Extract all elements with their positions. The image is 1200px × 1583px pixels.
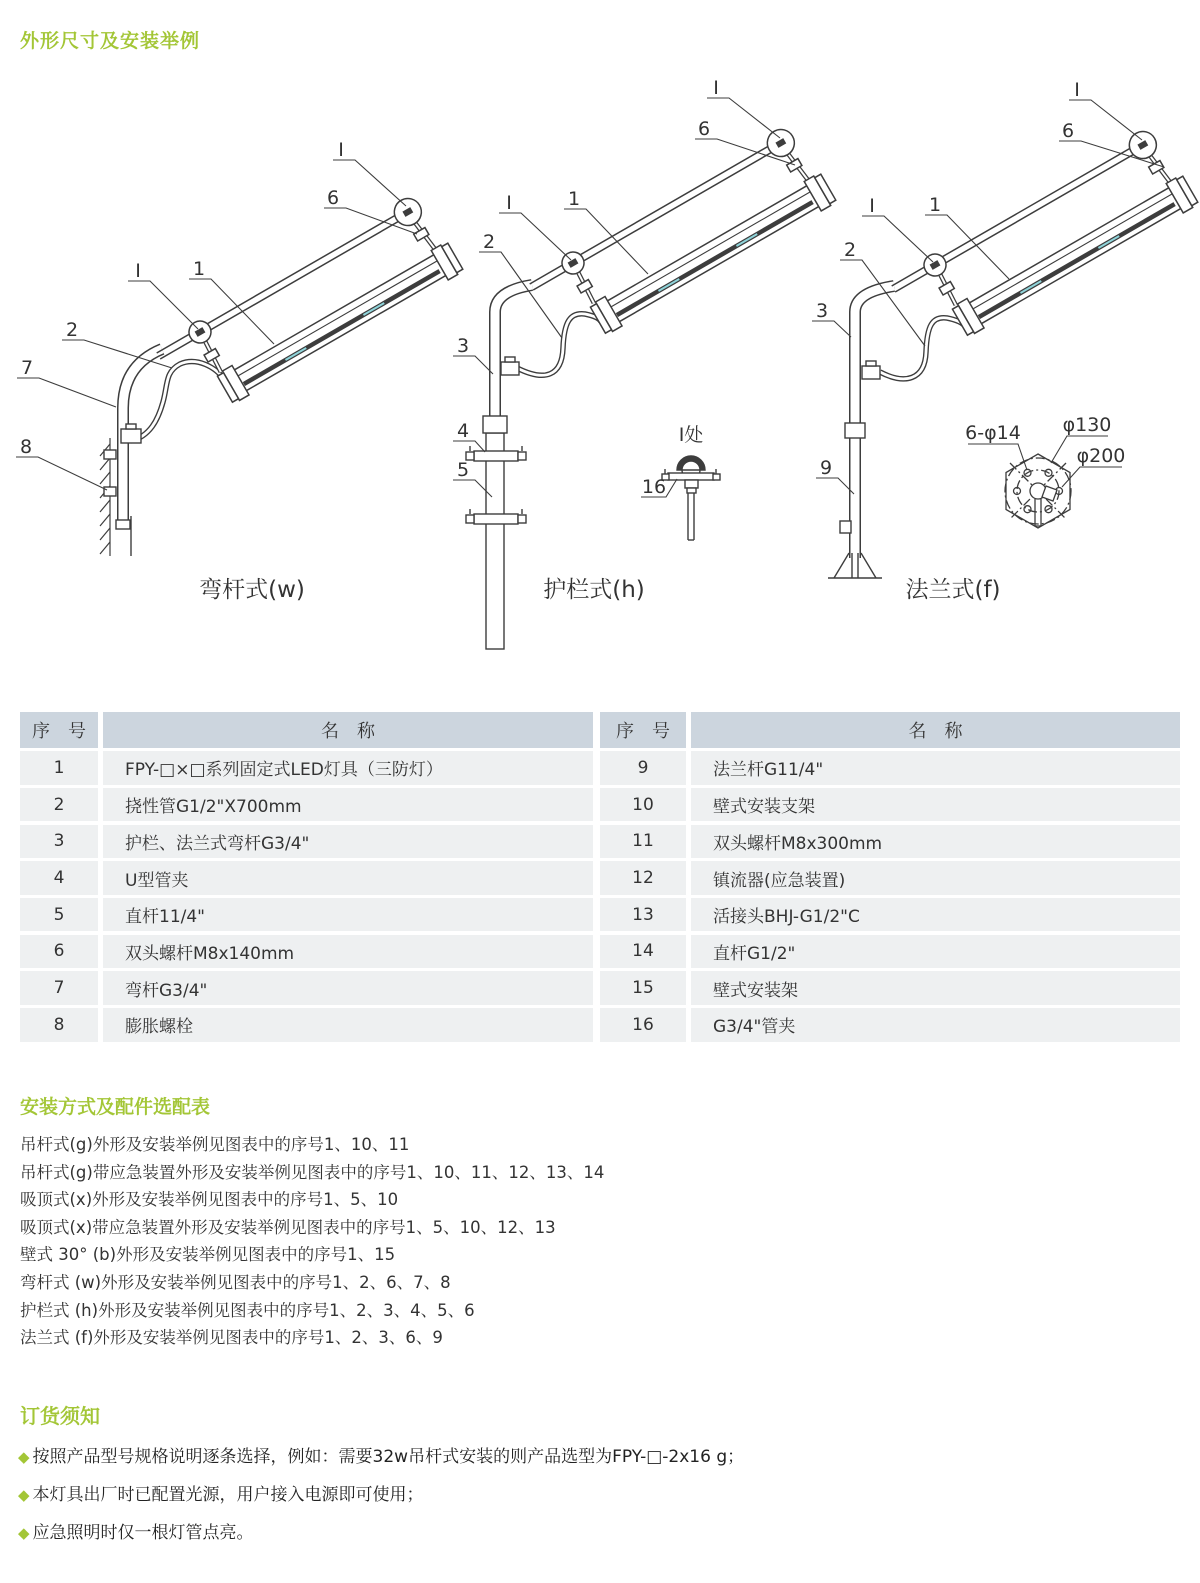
table-row [600, 971, 1180, 1005]
diamond-bullet-icon: ◆ [18, 1524, 30, 1542]
dim-label-holes: 6-φ14 [965, 422, 1021, 444]
diagram-flange [812, 79, 1199, 603]
column-header-no: 序 号 [600, 712, 686, 748]
ref-label-i-top: I [1074, 79, 1080, 101]
part-no: 6 [20, 935, 98, 969]
ref-label-2: 2 [65, 319, 79, 341]
table-row [20, 788, 593, 822]
part-name: 直杆11/4" [103, 898, 593, 932]
part-no: 14 [600, 935, 686, 969]
part-no: 5 [20, 898, 98, 932]
diagram-caption-h: 护栏式(h) [543, 577, 645, 603]
dim-label-bolt-circle: φ130 [1062, 414, 1112, 436]
table-row [600, 935, 1180, 969]
accessory-line: 弯杆式 (w)外形及安装举例见图表中的序号1、2、6、7、8 [20, 1272, 451, 1292]
accessory-line: 吊杆式(g)外形及安装举例见图表中的序号1、10、11 [20, 1135, 410, 1154]
ref-label-16: 16 [641, 476, 667, 498]
table-row [20, 971, 593, 1005]
ref-label-i-left: I [869, 195, 875, 217]
column-header-name: 名 称 [103, 712, 593, 748]
parts-table [20, 712, 1180, 1042]
accessory-line: 壁式 30° (b)外形及安装举例见图表中的序号1、15 [20, 1245, 396, 1265]
part-name: 镇流器(应急装置) [691, 861, 1180, 895]
part-name: U型管夹 [103, 861, 593, 895]
part-no: 2 [20, 788, 98, 822]
ordering-note-text: 应急照明时仅一根灯管点亮。 [32, 1523, 254, 1543]
part-no: 15 [600, 971, 686, 1005]
table-row [20, 825, 593, 859]
table-header-row [20, 712, 593, 748]
ref-label-1: 1 [567, 188, 581, 210]
part-no: 10 [600, 788, 686, 822]
ref-label-i-left: I [506, 192, 512, 214]
table-row [600, 788, 1180, 822]
diagram-guardrail [453, 77, 837, 649]
part-no: 3 [20, 825, 98, 859]
ref-label-2: 2 [482, 231, 496, 253]
flange-detail-view [965, 414, 1125, 528]
column-header-no: 序 号 [20, 712, 98, 748]
part-name: 挠性管G1/2"X700mm [103, 788, 593, 822]
diamond-bullet-icon: ◆ [18, 1486, 30, 1504]
part-name: FPY-□×□系列固定式LED灯具（三防灯） [103, 751, 593, 785]
part-name: 活接头BHJ-G1/2"C [691, 898, 1180, 932]
part-name: 壁式安装支架 [691, 788, 1180, 822]
ordering-heading: 订货须知 [20, 1404, 100, 1428]
part-no: 16 [600, 1008, 686, 1042]
column-header-name: 名 称 [691, 712, 1180, 748]
installation-diagrams [0, 60, 1200, 660]
accessories-lines [20, 1131, 604, 1352]
part-no: 1 [20, 751, 98, 785]
part-name: 护栏、法兰式弯杆G3/4" [103, 825, 593, 859]
part-name: 膨胀螺栓 [103, 1008, 593, 1042]
parts-table-right [600, 712, 1180, 1042]
part-name: G3/4"管夹 [691, 1008, 1180, 1042]
table-header-row [600, 712, 1180, 748]
table-row [20, 898, 593, 932]
table-row [600, 751, 1180, 785]
ref-label-9: 9 [819, 457, 833, 479]
diagram-caption-w: 弯杆式(w) [199, 577, 305, 603]
table-row [600, 861, 1180, 895]
ref-label-i-top: I [338, 139, 344, 161]
clamp-detail-view [641, 424, 720, 540]
part-no: 9 [600, 751, 686, 785]
ordering-note-text: 按照产品型号规格说明逐条选择，例如：需要32w吊杆式安装的则产品选型为FPY-□-2x16 g； [32, 1447, 745, 1467]
accessory-line: 吸顶式(x)带应急装置外形及安装举例见图表中的序号1、5、10、12、13 [20, 1217, 556, 1237]
table-row [600, 825, 1180, 859]
ref-label-8: 8 [19, 436, 33, 458]
part-name: 双头螺杆M8x300mm [691, 825, 1180, 859]
ref-label-i-top: I [713, 77, 719, 99]
table-row [600, 898, 1180, 932]
parts-table-left [20, 712, 593, 1042]
ref-label-1: 1 [928, 194, 942, 216]
part-no: 8 [20, 1008, 98, 1042]
part-name: 弯杆G3/4" [103, 971, 593, 1005]
accessories-heading: 安装方式及配件选配表 [20, 1096, 211, 1118]
part-no: 13 [600, 898, 686, 932]
ref-label-5: 5 [456, 459, 470, 481]
ordering-notes [18, 1444, 744, 1558]
ref-label-2: 2 [843, 239, 857, 261]
ref-label-6: 6 [697, 118, 711, 140]
page-title: 外形尺寸及安装举例 [20, 30, 201, 52]
accessory-line: 护栏式 (h)外形及安装举例见图表中的序号1、2、3、4、5、6 [20, 1300, 475, 1320]
ref-label-i-left: I [135, 260, 141, 282]
diagram-caption-f: 法兰式(f) [905, 577, 1001, 603]
accessory-line: 吸顶式(x)外形及安装举例见图表中的序号1、5、10 [20, 1190, 399, 1210]
part-name: 双头螺杆M8x140mm [103, 935, 593, 969]
ordering-note-text: 本灯具出厂时已配置光源，用户接入电源即可使用； [32, 1485, 424, 1505]
part-name: 法兰杆G11/4" [691, 751, 1180, 785]
ordering-note [18, 1444, 744, 1471]
led-lamp-fixture [152, 191, 464, 425]
ref-label-3: 3 [456, 335, 470, 357]
ordering-note [18, 1520, 744, 1547]
table-row [600, 1008, 1180, 1042]
accessory-line: 法兰式 (f)外形及安装举例见图表中的序号1、2、3、6、9 [20, 1328, 443, 1348]
table-row [20, 861, 593, 895]
ordering-note [18, 1482, 744, 1509]
part-name: 壁式安装架 [691, 971, 1180, 1005]
table-row [20, 751, 593, 785]
part-name: 直杆G1/2" [691, 935, 1180, 969]
flange-pole [855, 286, 894, 558]
ref-label-4: 4 [456, 420, 470, 442]
diamond-bullet-icon: ◆ [18, 1448, 30, 1466]
ref-label-6: 6 [1061, 120, 1075, 142]
part-no: 11 [600, 825, 686, 859]
part-no: 12 [600, 861, 686, 895]
straight-pole-and-clamps [466, 416, 526, 649]
ref-label-6: 6 [326, 187, 340, 209]
table-row [20, 935, 593, 969]
table-row [20, 1008, 593, 1042]
detail-title: I处 [678, 424, 704, 446]
part-no: 7 [20, 971, 98, 1005]
ref-label-3: 3 [815, 300, 829, 322]
ref-label-7: 7 [20, 357, 34, 379]
accessory-line: 吊杆式(g)带应急装置外形及安装举例见图表中的序号1、10、11、12、13、14 [20, 1162, 605, 1182]
flexible-conduit [862, 318, 964, 379]
ref-label-1: 1 [192, 258, 206, 280]
diagram-bent-pole [16, 139, 464, 603]
part-no: 4 [20, 861, 98, 895]
dim-label-outer: φ200 [1076, 445, 1126, 467]
